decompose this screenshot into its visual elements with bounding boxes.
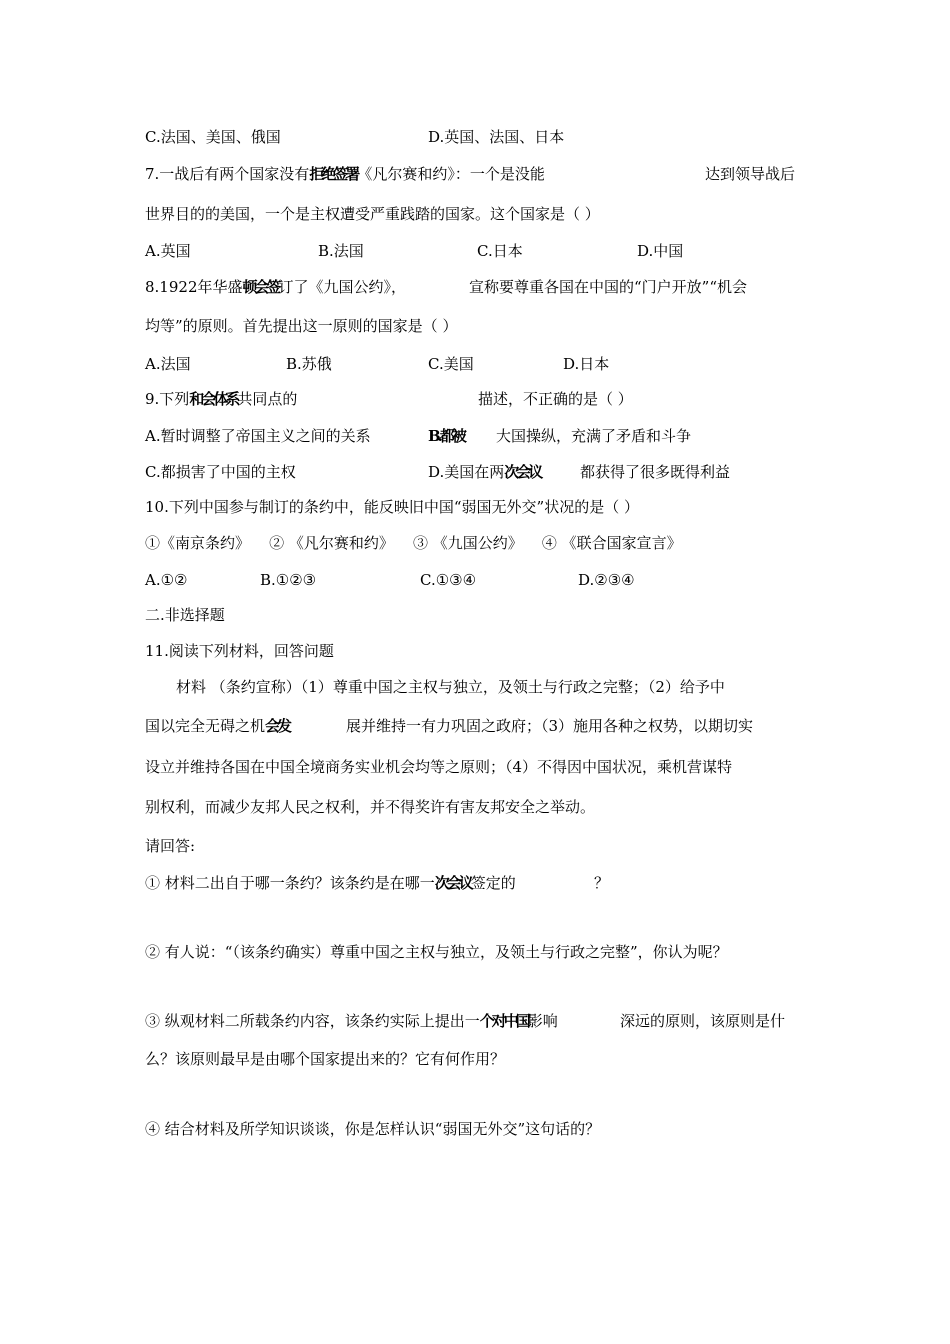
- q11-sub3-line1: [145, 1011, 558, 1031]
- q7-text-a: 7.一战后有两个国家没有: [145, 165, 310, 183]
- q7-option-b: B.法国: [318, 242, 364, 260]
- q7-stem-line2: 世界目的的美国，一个是主权遭受严重践踏的国家。这个国家是（ ）: [145, 205, 600, 223]
- q8-garbled-text: 顿会签: [242, 278, 279, 296]
- q11-material-line2-end: 展并维持一有力巩固之政府；（3）施用各种之权势，以期切实: [346, 717, 754, 735]
- q11-sub3-garbled: 个对中国: [479, 1012, 528, 1030]
- q11-sub1-text-b: 签定的: [470, 874, 516, 892]
- q11-sub3-text-a: ③ 纵观材料二所载条约内容，该条约实际上提出一: [145, 1012, 480, 1030]
- q9-option-b: 大国操纵，充满了矛盾和斗争: [496, 427, 692, 445]
- q8-text-b: 订了《九国公约》，: [278, 278, 407, 296]
- q11-material-line1: 材料 （条约宣称）（1）尊重中国之主权与独立，及领土与行政之完整；（2）给予中: [176, 678, 725, 696]
- q11-material-garbled: 会发: [265, 717, 290, 735]
- q11-sub3-line2: 么？该原则最早是由哪个国家提出来的？它有何作用？: [145, 1050, 506, 1068]
- q11-material-line2: [145, 716, 289, 736]
- q10-item-4: ④ 《联合国家宣言》: [541, 534, 682, 552]
- q9-garbled-text: 和会体系: [189, 390, 238, 408]
- q8-option-b: B.苏俄: [286, 355, 332, 373]
- q9-option-c: C.都损害了中国的主权: [145, 463, 296, 481]
- q9-stem-line1-end: 描述，不正确的是（ ）: [478, 390, 633, 408]
- q11-sub1-text-a: ① 材料二出自于哪一条约？该条约是在哪一: [145, 874, 435, 892]
- q8-stem-line2: 均等”的原则。首先提出这一原则的国家是（ ）: [145, 317, 458, 335]
- q9-stem-line1: [145, 389, 297, 409]
- q11-sub4: ④ 结合材料及所学知识谈谈，你是怎样认识“弱国无外交”这句话的？: [145, 1120, 601, 1138]
- q10-option-a: A.①②: [145, 571, 188, 589]
- q11-sub3-line1-end: 深远的原则，该原则是什: [620, 1012, 786, 1030]
- q9-option-b-garbled: [428, 426, 464, 446]
- q11-material-line3: 设立并维持各国在中国全境商务实业机会均等之原则；（4）不得因中国状况，乘机营谋特: [145, 758, 733, 776]
- q10-item-1: ①《南京条约》: [145, 534, 251, 552]
- q9-option-d-end: 都获得了很多既得利益: [580, 463, 731, 481]
- q9-option-d-text-a: D.美国在两: [428, 463, 505, 481]
- q7-stem-line1-end: 达到领导战后: [705, 165, 796, 183]
- q9-text-b: 共同点的: [237, 390, 298, 408]
- q8-stem-line1-end: 宣称要尊重各国在中国的“门户开放”“机会: [469, 278, 748, 296]
- q6-option-d: D.英国、法国、日本: [428, 128, 565, 146]
- q11-sub3-text-b: 影响: [527, 1012, 558, 1030]
- q7-option-a: A.英国: [145, 242, 191, 260]
- q8-text-a: 8.1922年华盛: [145, 278, 243, 296]
- q10-option-c: C.①③④: [420, 571, 477, 589]
- q9-option-d: [428, 462, 540, 482]
- q11-material-text-a: 国以完全无碍之机: [145, 717, 266, 735]
- q9-text-a: 9.下列: [145, 390, 190, 408]
- q10-option-d: D.②③④: [578, 571, 635, 589]
- q7-option-c: C.日本: [477, 242, 523, 260]
- q10-option-b: B.①②③: [260, 571, 317, 589]
- q11-material-line4: 别权利，而减少友邦人民之权利，并不得奖许有害友邦安全之举动。: [145, 798, 596, 816]
- q8-option-d: D.日本: [563, 355, 610, 373]
- q11-sub2: ② 有人说：“（该条约确实）尊重中国之主权与独立，及领土与行政之完整”，你认为呢？: [145, 943, 728, 961]
- q10-item-3: ③ 《九国公约》: [412, 534, 523, 552]
- q11-sub1-garbled: 次会议: [434, 874, 471, 892]
- section-heading: 二.非选择题: [145, 606, 225, 624]
- q7-stem-line1: [145, 164, 545, 184]
- q7-garbled-text: 拒绝签署: [309, 165, 358, 183]
- q8-stem-line1: [145, 277, 406, 297]
- q8-option-c: C.美国: [428, 355, 474, 373]
- q11-stem: 11.阅读下列材料，回答问题: [145, 642, 334, 660]
- q11-sub1: [145, 873, 516, 893]
- q7-option-d: D.中国: [637, 242, 684, 260]
- q11-sub1-end: ？: [594, 874, 610, 892]
- q8-option-a: A.法国: [145, 355, 191, 373]
- q9-option-d-garbled: 次会议: [504, 463, 541, 481]
- q7-text-b: 《凡尔赛和约》：一个是没能: [357, 165, 545, 183]
- q10-item-2: ② 《凡尔赛和约》: [269, 534, 394, 552]
- q10-items: [145, 533, 682, 553]
- q6-option-c: C.法国、美国、俄国: [145, 128, 281, 146]
- q10-stem: 10.下列中国参与制订的条约中，能反映旧中国“弱国无外交”状况的是（ ）: [145, 498, 639, 516]
- q11-ask: 请回答:: [145, 837, 196, 855]
- q9-option-b-label: B.都被: [428, 427, 464, 445]
- q9-option-a: A.暂时调整了帝国主义之间的关系: [145, 427, 371, 445]
